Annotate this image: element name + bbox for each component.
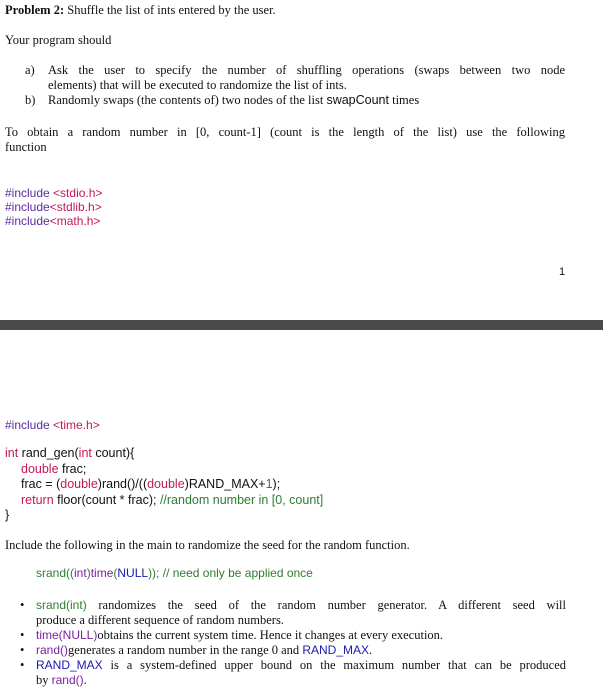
include-time	[5, 418, 100, 432]
include-stdlib	[5, 200, 102, 214]
bullet-srand	[20, 598, 566, 628]
item-a-line2: elements) that will be executed to randomize the list of ints.	[48, 78, 347, 92]
page-2	[0, 330, 603, 696]
bullet-text: generates a random number in the range 0 and	[68, 643, 303, 657]
intro-text: Your program should	[5, 33, 112, 47]
srand-null: NULL	[117, 566, 149, 580]
bullet-dot-icon: •	[20, 598, 25, 612]
srand-paren: )	[86, 566, 91, 580]
item-b-marker: b)	[25, 93, 36, 107]
code-text: );	[272, 477, 281, 491]
page-separator	[0, 320, 603, 330]
code-line-close: }	[5, 508, 10, 522]
include-file: <stdlib.h>	[49, 200, 102, 214]
include-seed-text: Include the following in the main to randomize the seed for the random function.	[5, 538, 410, 552]
bullet-text-end: .	[369, 643, 373, 657]
srand-line	[36, 566, 313, 580]
srand-paren: (	[113, 566, 118, 580]
bullet-text: randomizes the seed of the random number generator. A different seed will	[86, 598, 566, 612]
include-file: <time.h>	[53, 418, 100, 432]
bullet-code: time(NULL)	[36, 628, 98, 642]
bullet-dot-icon: •	[20, 658, 25, 672]
include-file: <stdio.h>	[53, 186, 103, 200]
problem-title	[5, 3, 595, 18]
include-directive: #include	[5, 186, 50, 200]
code-type: int	[5, 446, 19, 460]
item-b-code: swapCount	[326, 93, 389, 107]
random-text-line2: function	[5, 140, 47, 154]
item-b-text-b: times	[388, 93, 420, 107]
code-line-return	[5, 493, 323, 509]
srand-call: srand((	[36, 566, 75, 580]
problem-title-text: Shuffle the list of ints entered by the user.	[64, 3, 276, 17]
include-stdio	[5, 186, 102, 200]
code-text: )RAND_MAX+	[184, 477, 266, 491]
include-math	[5, 214, 100, 228]
bullet-rand-max	[20, 658, 566, 688]
code-line-decl	[5, 462, 323, 478]
code-text: frac;	[58, 461, 87, 476]
code-text: floor(count * frac);	[53, 492, 160, 507]
include-directive: #include	[5, 418, 50, 432]
bullet-rand	[20, 643, 566, 658]
code-type: double	[60, 477, 98, 491]
code-line-frac	[5, 477, 323, 493]
bullet-code: rand()	[36, 643, 69, 657]
code-comment: //random number in [0, count]	[159, 492, 324, 507]
code-type: int	[78, 446, 92, 460]
srand-time: time	[90, 566, 114, 580]
item-b-text-a: Randomly swaps (the contents of) two nodes of the list	[48, 93, 327, 107]
item-a-marker: a)	[25, 63, 35, 77]
include-directive: #include	[5, 200, 50, 214]
code-line-signature	[5, 446, 323, 462]
code-text: )rand()/((	[97, 477, 148, 491]
page-1	[0, 0, 603, 320]
srand-comment: // need only be applied once	[162, 566, 313, 580]
item-b-text	[48, 93, 565, 108]
bullet-dot-icon: •	[20, 643, 25, 657]
code-keyword: return	[21, 492, 54, 507]
rand-gen-function	[5, 446, 323, 524]
bullet-code-2: rand()	[51, 673, 84, 687]
item-a-line1: Ask the user to specify the number of shuffling operations (swaps between two node	[48, 63, 565, 77]
random-text-line1: To obtain a random number in [0, count-1] (count is the length of the list) use the following	[5, 125, 565, 139]
srand-paren: ));	[148, 566, 163, 580]
bullet-time	[20, 628, 566, 643]
bullet-text: is a system-defined upper bound on the maximum number that can be produced	[102, 658, 566, 672]
page-number: 1	[559, 266, 566, 278]
bullet-code-2: RAND_MAX	[302, 643, 369, 657]
code-text: count){	[91, 446, 135, 460]
include-file: <math.h>	[49, 214, 101, 228]
code-type: double	[147, 477, 185, 491]
bullet-text-line2: by	[36, 673, 52, 687]
bullet-text: obtains the current system time. Hence it changes at every execution.	[97, 628, 444, 642]
bullet-code: srand(int)	[36, 598, 87, 612]
include-directive: #include	[5, 214, 50, 228]
bullet-dot-icon: •	[20, 628, 25, 642]
code-number: 1	[265, 477, 273, 491]
bullet-list	[20, 598, 566, 688]
problem-title-label: Problem 2:	[5, 3, 65, 17]
bullet-text-line2: produce a different sequence of random numbers.	[36, 613, 284, 627]
bullet-text-end: .	[83, 673, 87, 687]
srand-int: int	[74, 566, 87, 580]
code-type: double	[21, 461, 59, 476]
bullet-code: RAND_MAX	[36, 658, 103, 672]
code-text: frac = (	[21, 477, 61, 491]
code-text: rand_gen(	[18, 446, 79, 460]
